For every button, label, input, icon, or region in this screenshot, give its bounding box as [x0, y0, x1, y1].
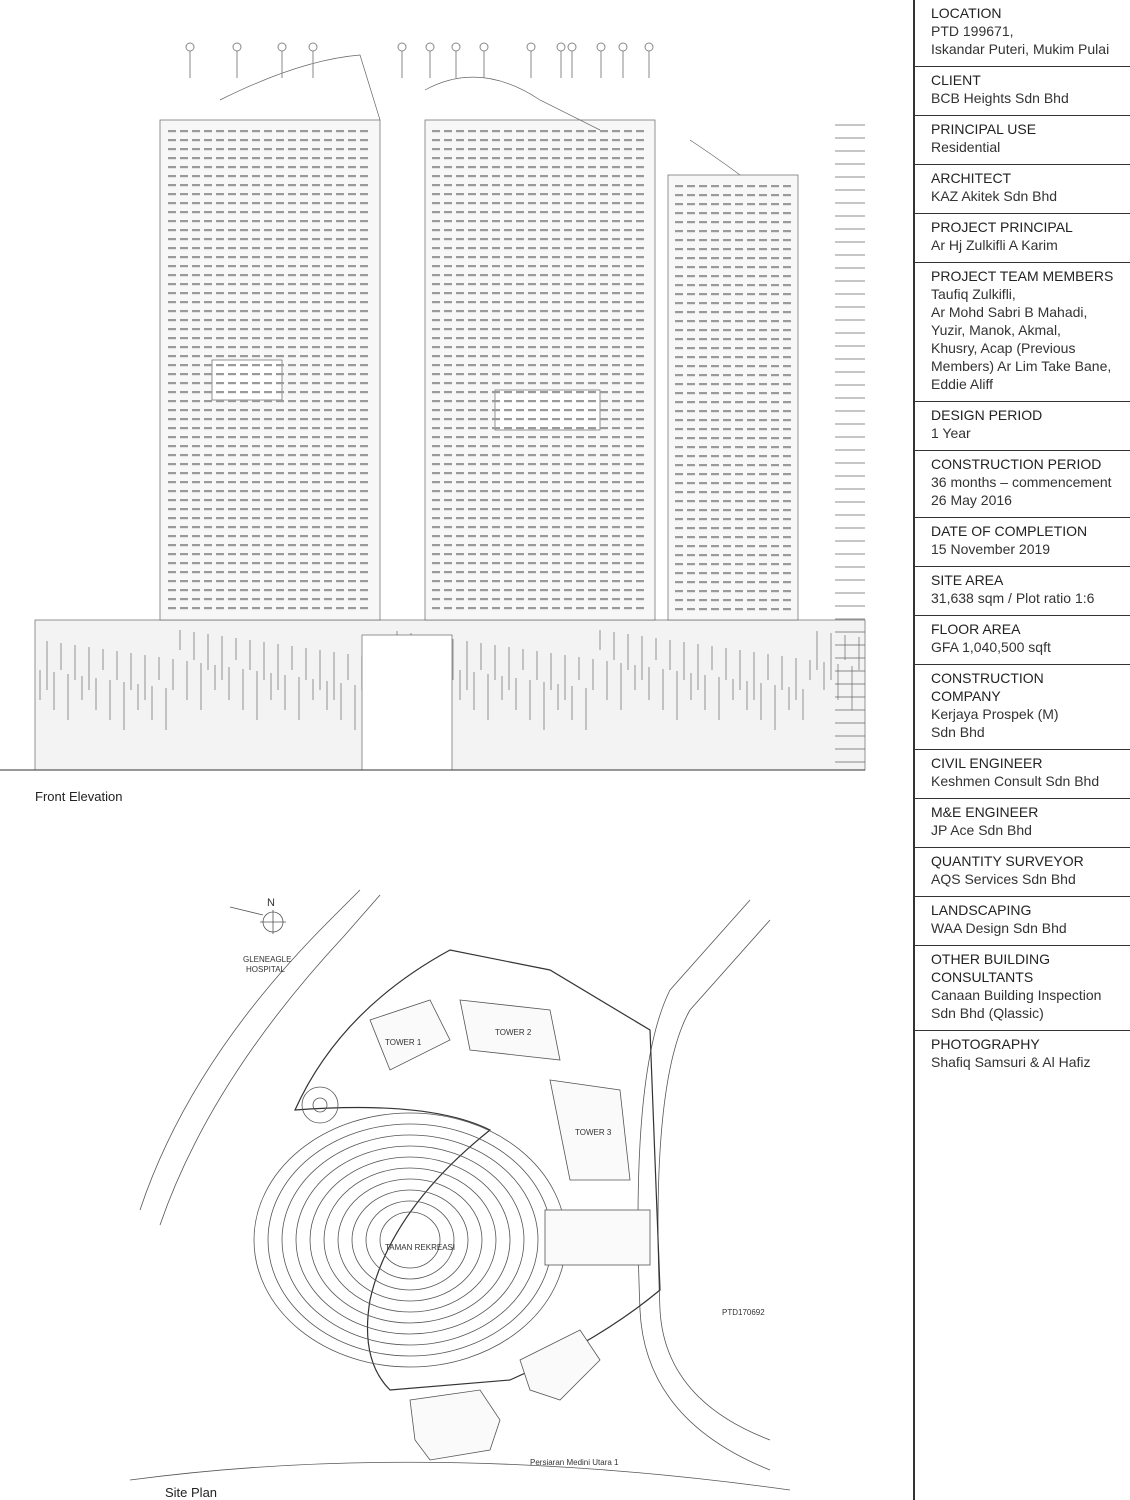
info-value: GFA 1,040,500 sqft: [931, 639, 1051, 655]
info-value: Canaan Building Inspection Sdn Bhd (Qlassic): [931, 987, 1102, 1021]
front-elevation-drawing: [0, 0, 880, 785]
info-label: PROJECT PRINCIPAL: [931, 219, 1073, 235]
tower3-label: TOWER 3: [575, 1128, 612, 1137]
info-item: [915, 402, 1130, 451]
info-item: [915, 116, 1130, 165]
info-label: DESIGN PERIOD: [931, 407, 1043, 423]
info-item: [915, 897, 1130, 946]
info-label: FLOOR AREA: [931, 621, 1021, 637]
info-label: PROJECT TEAM MEMBERS: [931, 268, 1114, 284]
info-label: PRINCIPAL USE: [931, 121, 1037, 137]
road-label: Persiaran Medini Utara 1: [530, 1458, 619, 1467]
info-value: JP Ace Sdn Bhd: [931, 822, 1032, 838]
site-plan-drawing: [130, 880, 790, 1500]
info-label: PHOTOGRAPHY: [931, 1036, 1040, 1052]
hospital-label: GLENEAGLE HOSPITAL: [243, 955, 292, 974]
north-label: N: [267, 897, 275, 909]
info-label: LOCATION: [931, 5, 1002, 21]
front-elevation-caption: Front Elevation: [35, 789, 123, 804]
info-item: [915, 518, 1130, 567]
info-label: CLIENT: [931, 72, 981, 88]
info-label: QUANTITY SURVEYOR: [931, 853, 1084, 869]
info-value: 1 Year: [931, 425, 971, 441]
park-label: TAMAN REKREASI: [385, 1243, 456, 1252]
info-label: ARCHITECT: [931, 170, 1012, 186]
info-value: Shafiq Samsuri & Al Hafiz: [931, 1054, 1091, 1070]
info-value: KAZ Akitek Sdn Bhd: [931, 188, 1058, 204]
site-plan-caption: Site Plan: [165, 1485, 218, 1500]
info-label: SITE AREA: [931, 572, 1004, 588]
info-label: CONSTRUCTION COMPANY: [931, 670, 1044, 704]
info-item: [915, 263, 1130, 402]
info-value: 36 months – commencement 26 May 2016: [931, 474, 1112, 508]
info-label: CONSTRUCTION PERIOD: [931, 456, 1102, 472]
info-label: LANDSCAPING: [931, 902, 1032, 918]
info-item: [915, 214, 1130, 263]
info-value: Kerjaya Prospek (M) Sdn Bhd: [931, 706, 1059, 740]
info-item: [915, 1031, 1130, 1079]
project-info-panel: [915, 0, 1130, 1079]
info-label: M&E ENGINEER: [931, 804, 1039, 820]
info-value: AQS Services Sdn Bhd: [931, 871, 1076, 887]
info-item: [915, 0, 1130, 67]
info-value: Ar Hj Zulkifli A Karim: [931, 237, 1058, 253]
info-value: 31,638 sqm / Plot ratio 1:6: [931, 590, 1095, 606]
info-item: [915, 165, 1130, 214]
info-value: 15 November 2019: [931, 541, 1051, 557]
info-item: [915, 451, 1130, 518]
info-value: PTD 199671, Iskandar Puteri, Mukim Pulai: [931, 23, 1110, 57]
tower1-label: TOWER 1: [385, 1038, 422, 1047]
info-item: [915, 665, 1130, 750]
info-label: OTHER BUILDING CONSULTANTS: [931, 951, 1051, 985]
plot-label: PTD170692: [722, 1308, 765, 1317]
info-item: [915, 67, 1130, 116]
info-item: [915, 750, 1130, 799]
info-value: BCB Heights Sdn Bhd: [931, 90, 1069, 106]
info-label: DATE OF COMPLETION: [931, 523, 1088, 539]
info-item: [915, 946, 1130, 1031]
info-value: Taufiq Zulkifli, Ar Mohd Sabri B Mahadi, Yuzir, Manok, Akmal, Khusry, Acap (Previous Members) Ar Lim Take Bane, Eddie Aliff: [931, 286, 1112, 392]
info-value: WAA Design Sdn Bhd: [931, 920, 1067, 936]
info-item: [915, 799, 1130, 848]
info-value: Keshmen Consult Sdn Bhd: [931, 773, 1100, 789]
info-value: Residential: [931, 139, 1001, 155]
info-item: [915, 567, 1130, 616]
info-item: [915, 616, 1130, 665]
info-item: [915, 848, 1130, 897]
tower2-label: TOWER 2: [495, 1028, 532, 1037]
info-label: CIVIL ENGINEER: [931, 755, 1043, 771]
